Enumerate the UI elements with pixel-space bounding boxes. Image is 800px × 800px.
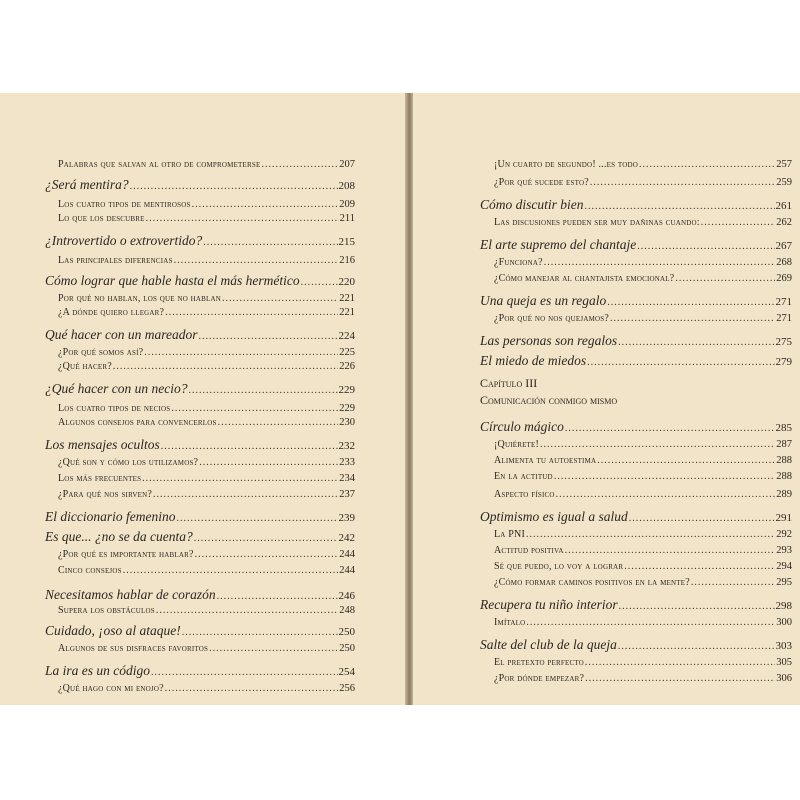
toc-entry-title: El pretexto perfecto [494, 657, 584, 668]
dot-leader [619, 601, 775, 612]
toc-subsection-entry [494, 257, 792, 268]
toc-page-number: 250 [339, 643, 355, 654]
toc-entry-title: ¿Cómo manejar al chantajista emocional? [494, 273, 675, 284]
dot-leader [156, 605, 338, 616]
toc-page-number: 221 [339, 293, 355, 304]
toc-page-number: 267 [775, 240, 792, 252]
toc-subsection-entry [58, 565, 355, 576]
toc-section-entry [45, 327, 355, 343]
toc-entry-title: ¿Por qué sucede esto? [494, 177, 589, 188]
toc-entry-title: ¿Por qué no nos quejamos? [494, 313, 610, 324]
toc-entry-title: Es que... ¿no se da cuenta? [45, 529, 193, 544]
toc-page-number: 289 [776, 489, 792, 500]
dot-leader [618, 337, 774, 348]
dot-leader [691, 577, 775, 588]
toc-page-number: 208 [338, 180, 355, 192]
toc-subsection-entry [494, 617, 792, 628]
toc-page-number: 233 [339, 457, 355, 468]
toc-subsection-entry [494, 313, 792, 324]
toc-entry-title: Los cuatro tipos de mentirosos [58, 199, 191, 210]
toc-entry-title: ¿Qué hago con mi enojo? [58, 683, 164, 694]
dot-leader [565, 423, 775, 434]
toc-page-number: 303 [775, 640, 792, 652]
dot-leader [610, 313, 775, 324]
dot-leader [130, 181, 338, 192]
dot-leader [590, 177, 775, 188]
dot-leader [142, 473, 338, 484]
dot-leader [565, 545, 776, 556]
toc-page-number: 257 [776, 159, 792, 170]
toc-section-entry [45, 233, 355, 249]
toc-section-entry [45, 663, 355, 679]
toc-entry-title: ¿Funciona? [494, 257, 543, 268]
chapter-title: Comunicación conmigo mismo [480, 393, 618, 407]
dot-leader [146, 213, 339, 224]
dot-leader [188, 385, 337, 396]
dot-leader [637, 241, 774, 252]
toc-page-number: 293 [776, 545, 792, 556]
dot-leader [182, 627, 338, 638]
toc-entry-title: La ira es un código [45, 663, 151, 678]
toc-section-entry [480, 237, 792, 253]
toc-entry-title: La PNI [494, 529, 525, 540]
toc-entry-title: Una queja es un regalo [480, 293, 607, 308]
dot-leader [113, 361, 338, 372]
dot-leader [171, 403, 338, 414]
toc-entry-title: Aspecto físico [494, 489, 555, 500]
dot-leader [199, 457, 338, 468]
dot-leader [151, 667, 337, 678]
toc-entry-title: Algunos consejos para convencerlos [58, 417, 217, 428]
toc-subsection-entry [58, 159, 355, 170]
toc-subsection-entry [494, 159, 792, 170]
toc-page-number: 298 [775, 600, 792, 612]
dot-leader [607, 297, 774, 308]
toc-entry-title: El arte supremo del chantaje [480, 237, 637, 252]
toc-entry-title: Sé que puedo, lo voy a lograr [494, 561, 624, 572]
toc-section-entry [45, 381, 355, 397]
toc-section-entry [480, 333, 792, 349]
toc-page-number: 256 [339, 683, 355, 694]
toc-subsection-entry [58, 403, 355, 414]
toc-page-number: 242 [338, 532, 355, 544]
dot-leader [526, 617, 775, 628]
dot-leader [217, 591, 338, 602]
toc-entry-title: Los cuatro tipos de necios [58, 403, 171, 414]
toc-page-number: 262 [776, 217, 792, 228]
toc-entry-title: Supera los obstáculos [58, 605, 155, 616]
toc-entry-title: Las personas son regalos [480, 333, 618, 348]
dot-leader [585, 673, 775, 684]
toc-entry-title: Cómo lograr que hable hasta el más hermético [45, 273, 300, 288]
toc-section-entry [45, 509, 355, 525]
toc-page-number: 288 [776, 455, 792, 466]
toc-subsection-entry [494, 439, 792, 450]
toc-page-number: 279 [775, 356, 792, 368]
toc-page-number: 229 [339, 403, 355, 414]
toc-page-number: 215 [338, 236, 355, 248]
toc-subsection-entry [58, 549, 355, 560]
toc-subsection-entry [58, 347, 355, 358]
toc-page-number: 288 [776, 471, 792, 482]
left-page [0, 93, 407, 705]
toc-entry-title: Recupera tu niño interior [480, 597, 618, 612]
toc-subsection-entry [58, 473, 355, 484]
toc-subsection-entry [58, 643, 355, 654]
toc-section-entry [480, 293, 792, 309]
dot-leader [526, 529, 775, 540]
chapter-number: Capítulo III [480, 376, 538, 390]
toc-entry-title: ¿Qué hacer? [58, 361, 112, 372]
toc-page-number: 216 [339, 255, 355, 266]
toc-subsection-entry [494, 545, 792, 556]
toc-page-number: 246 [338, 590, 355, 602]
dot-leader [192, 199, 339, 210]
dot-leader [203, 237, 337, 248]
toc-entry-title: Las principales diferencias [58, 255, 173, 266]
dot-leader [701, 217, 775, 228]
toc-page-number: 234 [339, 473, 355, 484]
dot-leader [585, 201, 775, 212]
toc-subsection-entry [58, 293, 355, 304]
toc-page-number: 259 [776, 177, 792, 188]
dot-leader [161, 441, 338, 452]
toc-page-number: 261 [775, 200, 792, 212]
toc-page-number: 254 [338, 666, 355, 678]
toc-entry-title: Qué hacer con un mareador [45, 327, 198, 342]
toc-subsection-entry [58, 605, 355, 616]
toc-page-number: 295 [776, 577, 792, 588]
toc-page-number: 209 [339, 199, 355, 210]
toc-section-entry [480, 197, 792, 213]
toc-page-number: 292 [776, 529, 792, 540]
toc-entry-title: Los mensajes ocultos [45, 437, 160, 452]
dot-leader [544, 257, 776, 268]
toc-entry-title: En la actitud [494, 471, 553, 482]
toc-page-number: 239 [338, 512, 355, 524]
toc-entry-title: Lo que los descubre [58, 213, 145, 224]
toc-page-number: 230 [339, 417, 355, 428]
toc-entry-title: Círculo mágico [480, 419, 564, 434]
toc-subsection-entry [58, 213, 355, 224]
dot-leader [218, 417, 339, 428]
dot-leader [301, 277, 338, 288]
toc-page-number: 244 [339, 549, 355, 560]
toc-entry-title: Por qué no hablan, los que no hablan [58, 293, 222, 304]
toc-subsection-entry [494, 657, 792, 668]
toc-section-entry [480, 597, 792, 613]
toc-subsection-entry [494, 471, 792, 482]
toc-entry-title: Cuidado, ¡oso al ataque! [45, 623, 181, 638]
toc-page-number: 287 [776, 439, 792, 450]
toc-entry-title: ¿Será mentira? [45, 177, 129, 192]
toc-entry-title: Palabras que salvan al otro de comprometerse [58, 159, 261, 170]
dot-leader [165, 307, 338, 318]
toc-page-number: 207 [339, 159, 355, 170]
toc-entry-title: Los más frecuentes [58, 473, 142, 484]
right-page [413, 93, 800, 705]
toc-section-entry [480, 637, 792, 653]
toc-page-number: 211 [339, 213, 355, 224]
toc-page-number: 285 [775, 422, 792, 434]
toc-subsection-entry [494, 673, 792, 684]
toc-page-number: 248 [339, 605, 355, 616]
toc-entry-title: ¡Un cuarto de segundo! ...es todo [494, 159, 639, 170]
toc-subsection-entry [58, 199, 355, 210]
toc-subsection-entry [58, 683, 355, 694]
dot-leader [195, 549, 339, 560]
toc-subsection-entry [58, 417, 355, 428]
toc-subsection-entry [494, 577, 792, 588]
toc-subsection-entry [58, 361, 355, 372]
toc-entry-title: ¿Por dónde empezar? [494, 673, 585, 684]
toc-page-number: 225 [339, 347, 355, 358]
toc-page-number: 306 [776, 673, 792, 684]
toc-entry-title: Cinco consejos [58, 565, 122, 576]
toc-page-number: 294 [776, 561, 792, 572]
toc-page-number: 221 [339, 307, 355, 318]
toc-subsection-entry [494, 529, 792, 540]
toc-entry-title: ¿Para qué nos sirven? [58, 489, 153, 500]
dot-leader [675, 273, 775, 284]
toc-page-number: 300 [776, 617, 792, 628]
toc-subsection-entry [58, 489, 355, 500]
toc-entry-title: ¿Cómo formar caminos positivos en la mente? [494, 577, 690, 588]
toc-subsection-entry [494, 273, 792, 284]
toc-page-number: 237 [339, 489, 355, 500]
toc-page-number: 224 [338, 330, 355, 342]
dot-leader [618, 641, 775, 652]
toc-subsection-entry [494, 489, 792, 500]
dot-leader [587, 357, 774, 368]
toc-page-number: 232 [338, 440, 355, 452]
dot-leader [123, 565, 339, 576]
toc-subsection-entry [58, 307, 355, 318]
dot-leader [144, 347, 338, 358]
toc-section-entry [480, 419, 792, 435]
toc-page-number: 229 [338, 384, 355, 396]
toc-entry-title: Salte del club de la queja [480, 637, 617, 652]
toc-section-entry [45, 437, 355, 453]
dot-leader [261, 159, 338, 170]
dot-leader [554, 471, 775, 482]
toc-subsection-entry [494, 217, 792, 228]
dot-leader [198, 331, 337, 342]
toc-section-entry [45, 623, 355, 639]
toc-page-number: 275 [775, 336, 792, 348]
dot-leader [176, 513, 337, 524]
dot-leader [174, 255, 339, 266]
toc-page-number: 305 [776, 657, 792, 668]
toc-subsection-entry [58, 255, 355, 266]
dot-leader [624, 561, 775, 572]
toc-section-entry [45, 177, 355, 193]
toc-page-number: 291 [775, 512, 792, 524]
toc-section-entry [480, 509, 792, 525]
toc-page-number: 250 [338, 626, 355, 638]
toc-entry-title: Imítalo [494, 617, 526, 628]
toc-entry-title: ¿Por qué es importante hablar? [58, 549, 194, 560]
dot-leader [209, 643, 338, 654]
toc-entry-title: ¿Qué hacer con un necio? [45, 381, 188, 396]
toc-entry-title: ¿Por qué somos así? [58, 347, 144, 358]
toc-entry-title: El diccionario femenino [45, 509, 176, 524]
toc-entry-title: ¿Qué son y cómo los utilizamos? [58, 457, 199, 468]
toc-entry-title: Actitud positiva [494, 545, 564, 556]
toc-subsection-entry [494, 177, 792, 188]
toc-subsection-entry [58, 457, 355, 468]
toc-section-entry [480, 353, 792, 369]
dot-leader [585, 657, 775, 668]
toc-entry-title: Necesitamos hablar de corazón [45, 587, 216, 602]
dot-leader [556, 489, 776, 500]
dot-leader [165, 683, 338, 694]
toc-entry-title: Optimismo es igual a salud [480, 509, 628, 524]
dot-leader [222, 293, 338, 304]
toc-page-number: 271 [776, 313, 792, 324]
dot-leader [153, 489, 338, 500]
toc-entry-title: ¿Introvertido o extrovertido? [45, 233, 203, 248]
toc-page-number: 220 [338, 276, 355, 288]
toc-entry-title: Algunos de sus disfraces favoritos [58, 643, 209, 654]
toc-entry-title: Cómo discutir bien [480, 197, 584, 212]
toc-entry-title: ¿A dónde quiero llegar? [58, 307, 165, 318]
dot-leader [639, 159, 775, 170]
toc-subsection-entry [494, 561, 792, 572]
dot-leader [540, 439, 775, 450]
toc-entry-title: ¡Quiérete! [494, 439, 540, 450]
toc-page-number: 268 [776, 257, 792, 268]
dot-leader [629, 513, 775, 524]
toc-section-entry [45, 273, 355, 289]
toc-page-number: 244 [339, 565, 355, 576]
dot-leader [597, 455, 775, 466]
toc-page-number: 269 [776, 273, 792, 284]
toc-entry-title: El miedo de miedos [480, 353, 587, 368]
toc-section-entry [45, 587, 355, 603]
toc-page-number: 271 [775, 296, 792, 308]
toc-section-entry [45, 529, 355, 545]
dot-leader [194, 533, 338, 544]
toc-entry-title: Alimenta tu autoestima [494, 455, 597, 466]
toc-entry-title: Las discusiones pueden ser muy dañinas cuando: [494, 217, 700, 228]
toc-subsection-entry [494, 455, 792, 466]
toc-page-number: 226 [339, 361, 355, 372]
